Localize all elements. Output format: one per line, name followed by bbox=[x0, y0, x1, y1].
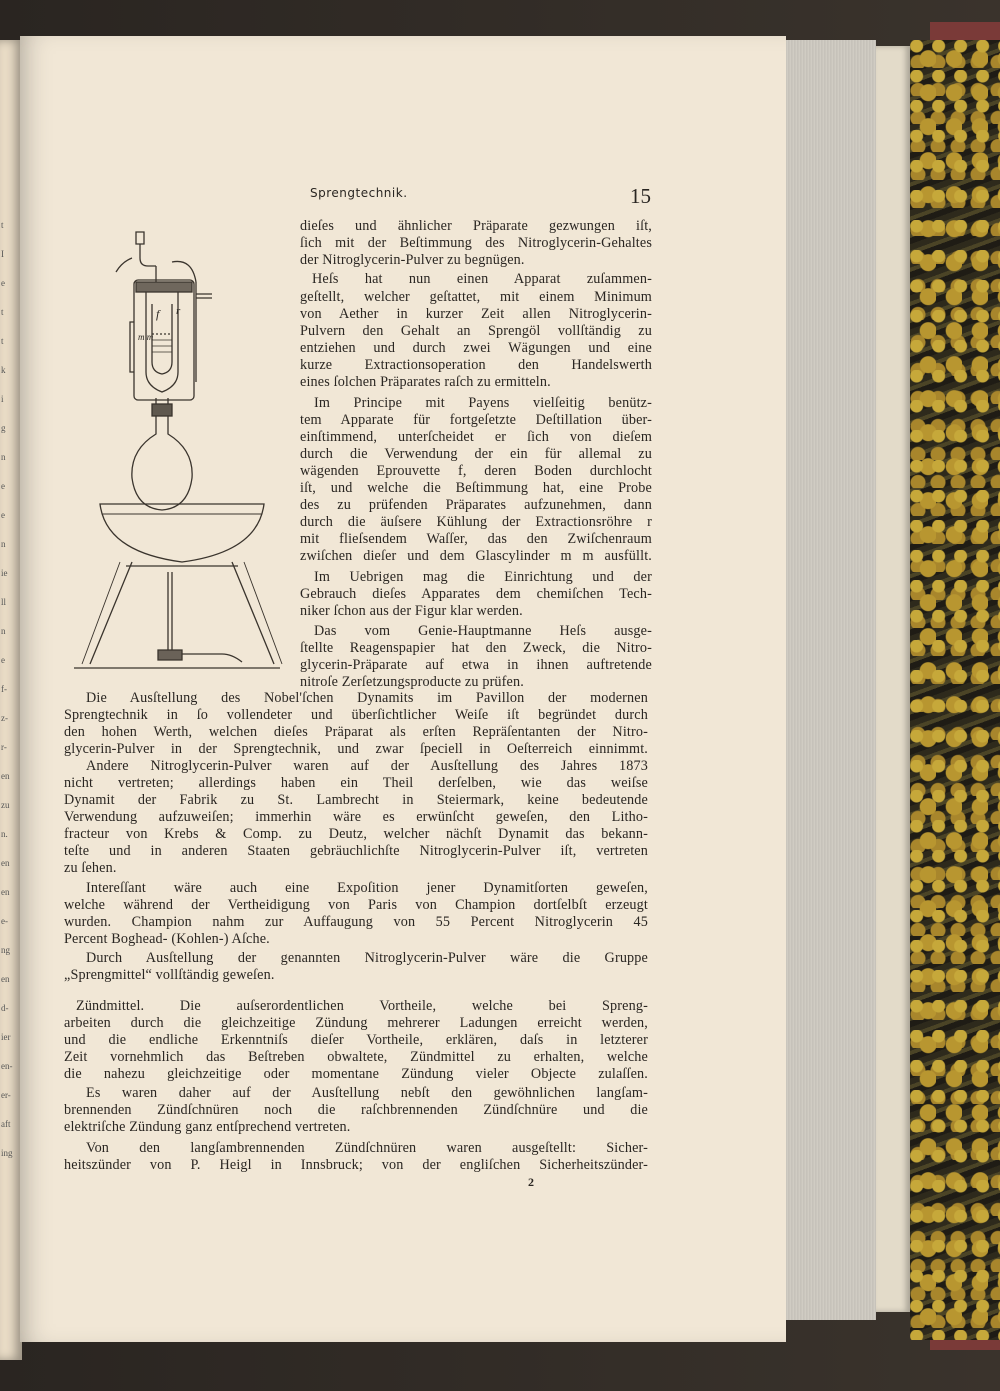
text-line: einſtimmend, unterſcheidet er ſich von dieſem bbox=[300, 429, 652, 445]
text-line: der Nitroglycerin-Pulver zu begnügen. bbox=[300, 252, 525, 268]
figure-label-r: r bbox=[176, 305, 181, 317]
left-page-fragment: ier bbox=[1, 1032, 11, 1042]
text-line: teſte und in anderen Staaten gebräuchlichſte Nitroglycerin-Pulver iſt, vertreten bbox=[64, 843, 648, 859]
left-page-fragment: n. bbox=[1, 829, 8, 839]
left-page-edge bbox=[0, 40, 22, 1360]
left-page-fragment: aft bbox=[1, 1119, 11, 1129]
page-stack-edge bbox=[876, 46, 910, 1312]
left-page-fragment: i bbox=[1, 394, 4, 404]
page-stack bbox=[786, 40, 876, 1320]
text-line: Percent Boghead- (Kohlen-) Aſche. bbox=[64, 931, 270, 947]
figure-label-f: f bbox=[156, 307, 160, 321]
text-line: eines ſolchen Präparates raſch zu ermitteln. bbox=[300, 374, 551, 390]
left-page-fragment: en- bbox=[1, 1061, 13, 1071]
text-line: Im Uebrigen mag die Einrichtung und der bbox=[314, 569, 652, 585]
text-line: ſtellte Reagenspapier hat den Zweck, die Nitro- bbox=[300, 640, 652, 656]
text-line: wurden. Champion nahm zur Auffaugung von 55 Percent Nitroglycerin 45 bbox=[64, 914, 648, 930]
text-line: des zu prüfenden Präparates aufzunehmen, dann bbox=[300, 497, 652, 513]
page-number: 15 bbox=[630, 184, 651, 208]
text-line: glycerin-Präparate auf etwa in ihnen auftretende bbox=[300, 657, 652, 673]
left-page-fragment: ing bbox=[1, 1148, 13, 1158]
text-line: geſtellt, welcher geſtattet, mit einem Minimum bbox=[300, 289, 652, 305]
left-page-fragment: ie bbox=[1, 568, 8, 578]
text-line: elektriſche Zündung ganz entſprechend vertreten. bbox=[64, 1119, 351, 1135]
left-page-fragment: ng bbox=[1, 945, 10, 955]
left-page-fragment: d- bbox=[1, 1003, 9, 1013]
left-page-fragment: en bbox=[1, 887, 10, 897]
text-line: und die endliche Erkenntniſs dieſer Vortheile, erklären, daſs in letzterer bbox=[64, 1032, 648, 1048]
text-line: Dynamit der Fabrik zu St. Lambrecht in Steiermark, keine bedeutende bbox=[64, 792, 648, 808]
text-line: arbeiten durch die gleichzeitige Zündung mehrerer Ladungen erreicht werden, bbox=[64, 1015, 648, 1031]
text-line: Durch Ausſtellung der genannten Nitroglycerin-Pulver wäre die Gruppe bbox=[86, 950, 648, 966]
text-line: Die Ausſtellung des Nobel'ſchen Dynamits im Pavillon der modernen bbox=[86, 690, 648, 706]
left-page-fragment: e bbox=[1, 481, 5, 491]
figure-label-mm: m m bbox=[138, 332, 154, 342]
running-title: Sprengtechnik. bbox=[310, 186, 408, 200]
text-line: Pulvern den Gehalt an Sprengöl vollſtändig zu bbox=[300, 323, 652, 339]
text-line: zwiſchen dieſer und dem Glascylinder m m ausfüllt. bbox=[300, 548, 652, 564]
left-page-fragment: er- bbox=[1, 1090, 11, 1100]
text-line: Verwendung aufzuweiſen; immerhin wäre es erwünſcht geweſen, den Litho- bbox=[64, 809, 648, 825]
text-line: Im Principe mit Payens vielſeitig benütz- bbox=[314, 395, 652, 411]
text-line: nicht vertreten; allerdings haben ein Theil derſelben, wie das weiſse bbox=[64, 775, 648, 791]
text-line: dieſes und ähnlicher Präparate gezwungen iſt, bbox=[300, 218, 652, 234]
left-page-fragment: en bbox=[1, 858, 10, 868]
left-page-fragment: k bbox=[1, 365, 6, 375]
text-line: Intereſſant wäre auch eine Expoſition jener Dynamitſorten geweſen, bbox=[86, 880, 648, 896]
text-line: Andere Nitroglycerin-Pulver waren auf der Ausſtellung des Jahres 1873 bbox=[86, 758, 648, 774]
left-page-fragment: e bbox=[1, 510, 5, 520]
text-line: die nahezu gleichzeitige oder momentane Zündung vieler Objecte zulaſſen. bbox=[64, 1066, 648, 1082]
text-line: den hohen Werth, welchen dieſes Präparat als erſten Repräſentanten der Nitro- bbox=[64, 724, 648, 740]
text-line: tem Apparate für fortgeſetzte Deſtillation über- bbox=[300, 412, 652, 428]
text-line: nitroſe Zerſetzungsproducte zu prüfen. bbox=[300, 674, 524, 690]
text-line: Das vom Genie-Hauptmanne Heſs ausge- bbox=[314, 623, 652, 639]
marbled-cover-edge bbox=[910, 40, 1000, 1340]
text-line: welche während der Vertheidigung von Paris von Champion dortſelbſt erzeugt bbox=[64, 897, 648, 913]
text-line: kurze Extractionsoperation den Handelswerth bbox=[300, 357, 652, 373]
left-page-fragment: ll bbox=[1, 597, 7, 607]
text-line: glycerin-Pulver in der Sprengtechnik, und zwar ſpeciell in Oeſterreich einnimmt. bbox=[64, 741, 648, 757]
text-line: wägenden Eprouvette f, deren Boden durchlocht bbox=[300, 463, 652, 479]
text-line: Zeit vornehmlich das Beſtreben obwaltete, Zündmittel zu erhalten, welche bbox=[64, 1049, 648, 1065]
left-page-fragment: t bbox=[1, 220, 4, 230]
left-page-fragment: e- bbox=[1, 916, 8, 926]
text-line: Es waren daher auf der Ausſtellung nebſt den gewöhnlichen langſam- bbox=[86, 1085, 648, 1101]
left-page-fragment: en bbox=[1, 771, 10, 781]
extraction-apparatus-illustration bbox=[72, 222, 292, 677]
text-line: durch die Verwendung der ein für allemal zu bbox=[300, 446, 652, 462]
left-page-fragment: zu bbox=[1, 800, 10, 810]
text-line: von Aether in kurzer Zeit allen Nitroglycerin- bbox=[300, 306, 652, 322]
text-line: entziehen und durch zwei Wägungen und eine bbox=[300, 340, 652, 356]
left-page-fragment: g bbox=[1, 423, 6, 433]
text-line: Sprengtechnik in ſo vollendeter und überſichtlicher Weiſe iſt begründet durch bbox=[64, 707, 648, 723]
left-page-fragment: e bbox=[1, 655, 5, 665]
left-page-fragment: r- bbox=[1, 742, 7, 752]
signature-mark: 2 bbox=[528, 1175, 534, 1189]
text-line: niker ſchon aus der Figur klar werden. bbox=[300, 603, 523, 619]
left-page-fragment: n bbox=[1, 626, 6, 636]
left-page-fragment: e bbox=[1, 278, 5, 288]
text-line: zu ſehen. bbox=[64, 860, 117, 876]
text-line: mit flieſsendem Waſſer, das den Zwiſchenraum bbox=[300, 531, 652, 547]
text-line: Gebrauch dieſes Apparates dem chemiſchen Tech- bbox=[300, 586, 652, 602]
text-line: brennenden Zündſchnüren noch die raſchbrennenden Zündſchnüre und die bbox=[64, 1102, 648, 1118]
text-line: Heſs hat nun einen Apparat zuſammen- bbox=[312, 271, 652, 287]
text-line: heitszünder von P. Heigl in Innsbruck; von der engliſchen Sicherheitszünder- bbox=[64, 1157, 648, 1173]
left-page-fragment: t bbox=[1, 307, 4, 317]
left-page-fragment: t bbox=[1, 336, 4, 346]
left-page-fragment: z- bbox=[1, 713, 8, 723]
left-page-fragment: n bbox=[1, 452, 6, 462]
left-page-fragment: en bbox=[1, 974, 10, 984]
text-line: fracteur von Krebs & Comp. zu Deutz, welcher nächſt Dynamit das bekann- bbox=[64, 826, 648, 842]
text-line: iſt, und welche die Beſtimmung hat, eine Probe bbox=[300, 480, 652, 496]
text-line: durch die äuſsere Kühlung der Extractionsröhre r bbox=[300, 514, 652, 530]
text-line: „Sprengmittel“ vollſtändig geweſen. bbox=[64, 967, 275, 983]
text-line: Zündmittel. Die auſserordentlichen Vortheile, welche bei Spreng- bbox=[76, 998, 648, 1014]
left-page-fragment: I bbox=[1, 249, 4, 259]
left-page-fragment: n bbox=[1, 539, 6, 549]
left-page-fragment: f- bbox=[1, 684, 7, 694]
text-line: Von den langſambrennenden Zündſchnüren waren ausgeſtellt: Sicher- bbox=[86, 1140, 648, 1156]
text-line: ſich mit der Beſtimmung des Nitroglycerin-Gehaltes bbox=[300, 235, 652, 251]
